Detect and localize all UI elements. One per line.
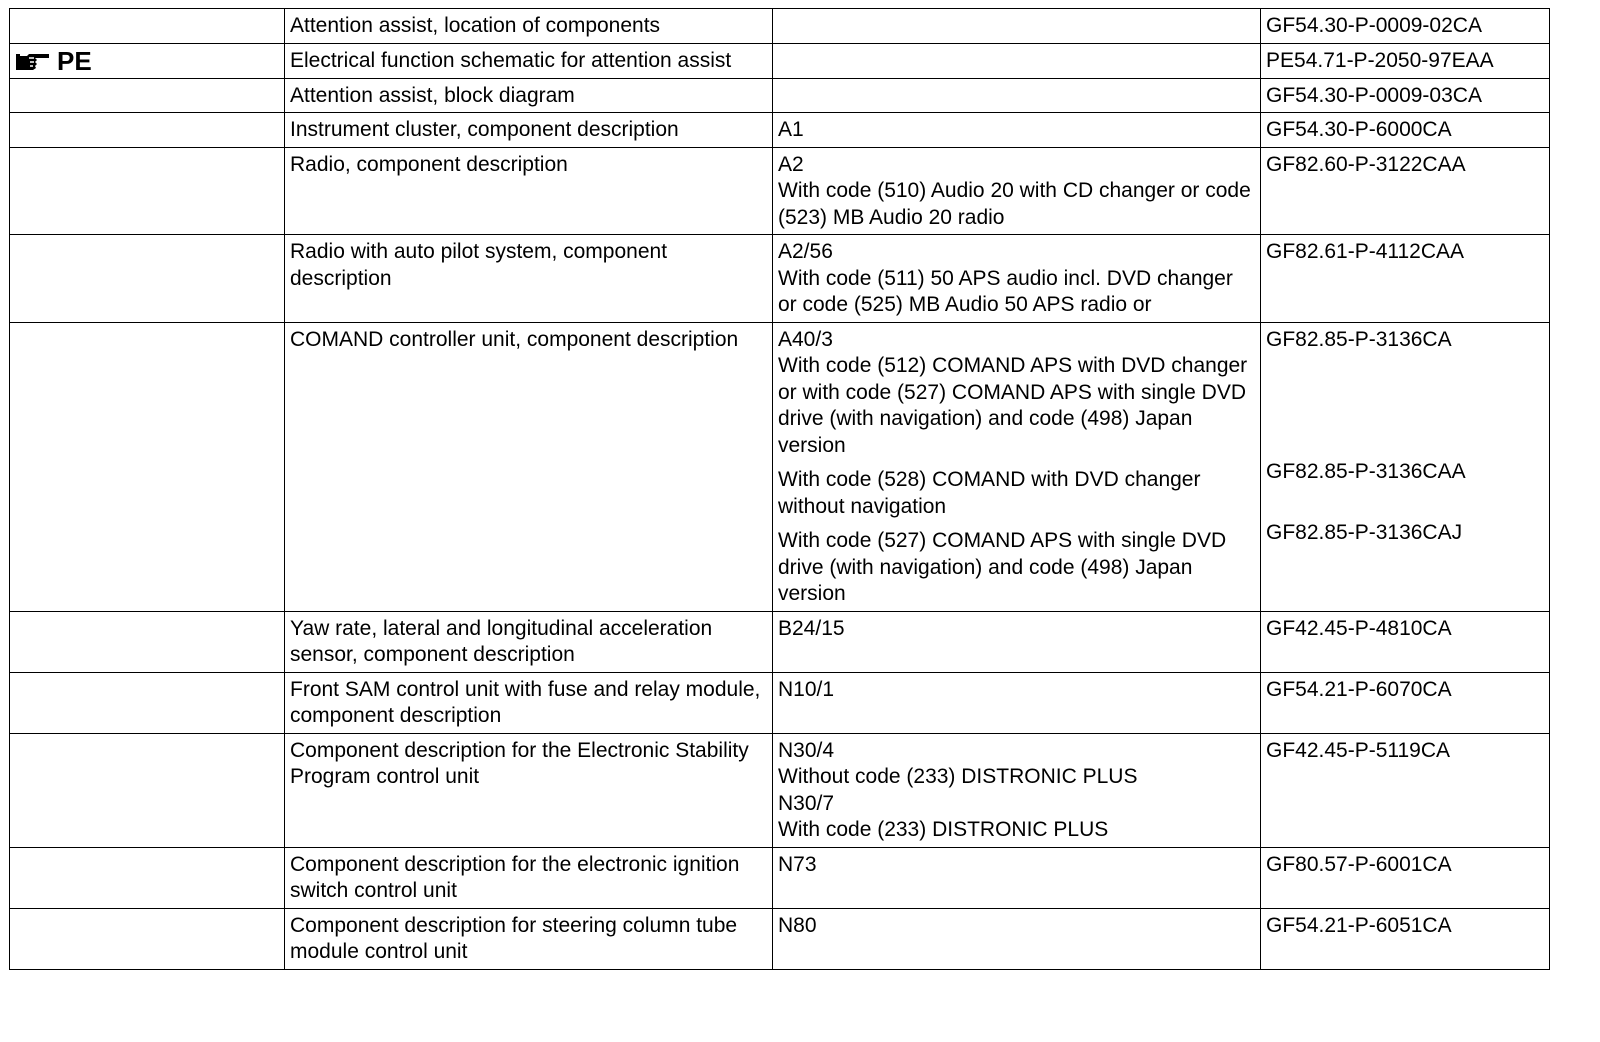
marker-label: PE <box>57 45 92 76</box>
document-title[interactable]: Electrical function schematic for attention assist <box>285 43 773 78</box>
component-code: N30/4 <box>778 738 835 762</box>
component-code: N73 <box>778 852 817 876</box>
marker-cell <box>10 322 285 611</box>
component-cell <box>773 9 1261 44</box>
marker-cell <box>10 672 285 733</box>
document-title[interactable]: Yaw rate, lateral and longitudinal acceleration sensor, component description <box>285 611 773 672</box>
table-body <box>10 9 1550 970</box>
document-reference[interactable]: GF54.21-P-6070CA <box>1261 672 1550 733</box>
document-reference[interactable]: GF82.85-P-3136CA <box>1266 327 1452 351</box>
component-variant <box>778 528 1255 608</box>
document-reference[interactable]: GF82.60-P-3122CAA <box>1261 147 1550 235</box>
component-code: N30/7 <box>778 791 835 815</box>
reference-table <box>9 8 1550 970</box>
table-row <box>10 78 1550 113</box>
marker-cell <box>10 847 285 908</box>
document-title[interactable]: Attention assist, block diagram <box>285 78 773 113</box>
component-cell <box>773 611 1261 672</box>
component-condition: Without code (233) DISTRONIC PLUS <box>778 765 1138 788</box>
document-title[interactable]: Radio, component description <box>285 147 773 235</box>
component-cell <box>773 908 1261 969</box>
document-reference[interactable]: GF54.30-P-0009-03CA <box>1261 78 1550 113</box>
table-row <box>10 235 1550 323</box>
component-code: A1 <box>778 118 804 141</box>
document-reference[interactable]: GF82.85-P-3136CAJ <box>1266 520 1463 544</box>
component-cell <box>773 235 1261 323</box>
component-cell <box>773 322 1261 611</box>
document-title[interactable]: Radio with auto pilot system, component description <box>285 235 773 323</box>
component-code: A40/3 <box>778 327 833 351</box>
component-cell <box>773 733 1261 847</box>
table-row <box>10 672 1550 733</box>
component-condition: With code (527) COMAND APS with single DVD drive (with navigation) and code (498) Japan version <box>778 529 1227 605</box>
document-reference[interactable]: PE54.71-P-2050-97EAA <box>1261 43 1550 78</box>
component-code: A2 <box>778 152 804 176</box>
reference-cell <box>1261 322 1550 611</box>
component-code: N80 <box>778 913 817 937</box>
document-title[interactable]: Attention assist, location of components <box>285 9 773 44</box>
component-condition: With code (528) COMAND with DVD changer without navigation <box>778 468 1201 518</box>
document-title[interactable]: Component description for the Electronic Stability Program control unit <box>285 733 773 847</box>
component-condition: With code (512) COMAND APS with DVD changer or with code (527) COMAND APS with single DVD drive (with navigation) and code (498) Japan version <box>778 354 1248 457</box>
component-cell <box>773 43 1261 78</box>
table-row <box>10 147 1550 235</box>
document-reference[interactable]: GF82.61-P-4112CAA <box>1261 235 1550 323</box>
document-reference[interactable]: GF42.45-P-4810CA <box>1261 611 1550 672</box>
table-row <box>10 9 1550 44</box>
component-cell <box>773 113 1261 148</box>
marker-cell <box>10 113 285 148</box>
table-row <box>10 611 1550 672</box>
marker-cell <box>10 147 285 235</box>
table-row <box>10 113 1550 148</box>
table-row <box>10 43 1550 78</box>
document-reference[interactable]: GF82.85-P-3136CAA <box>1266 459 1466 483</box>
component-cell <box>773 847 1261 908</box>
document-title[interactable]: Component description for steering column tube module control unit <box>285 908 773 969</box>
marker-cell <box>10 908 285 969</box>
document-reference[interactable]: GF54.30-P-6000CA <box>1261 113 1550 148</box>
component-cell <box>773 147 1261 235</box>
component-code: N10/1 <box>778 677 835 701</box>
component-code: B24/15 <box>778 616 845 640</box>
table-row <box>10 847 1550 908</box>
component-variant <box>778 467 1255 520</box>
table-row <box>10 733 1550 847</box>
marker-cell <box>10 43 285 78</box>
table-row <box>10 908 1550 969</box>
document-reference[interactable]: GF54.21-P-6051CA <box>1261 908 1550 969</box>
table-row <box>10 322 1550 611</box>
document-reference[interactable]: GF42.45-P-5119CA <box>1261 733 1550 847</box>
marker-cell <box>10 235 285 323</box>
hand-pointing-icon <box>15 51 51 71</box>
document-reference[interactable]: GF80.57-P-6001CA <box>1261 847 1550 908</box>
marker-cell <box>10 611 285 672</box>
marker-cell <box>10 733 285 847</box>
marker-cell <box>10 78 285 113</box>
component-variant <box>778 327 1255 460</box>
component-code: A2/56 <box>778 240 833 263</box>
document-title[interactable]: Front SAM control unit with fuse and relay module, component description <box>285 672 773 733</box>
document-title[interactable]: COMAND controller unit, component description <box>285 322 773 611</box>
component-condition: With code (511) 50 APS audio incl. DVD changer or code (525) MB Audio 50 APS radio or <box>778 266 1233 316</box>
component-cell <box>773 78 1261 113</box>
marker-cell <box>10 9 285 44</box>
document-title[interactable]: Instrument cluster, component description <box>285 113 773 148</box>
component-condition: With code (510) Audio 20 with CD changer or code (523) MB Audio 20 radio <box>778 179 1251 229</box>
component-condition: With code (233) DISTRONIC PLUS <box>778 818 1109 841</box>
document-title[interactable]: Component description for the electronic ignition switch control unit <box>285 847 773 908</box>
document-reference[interactable]: GF54.30-P-0009-02CA <box>1261 9 1550 44</box>
component-cell <box>773 672 1261 733</box>
